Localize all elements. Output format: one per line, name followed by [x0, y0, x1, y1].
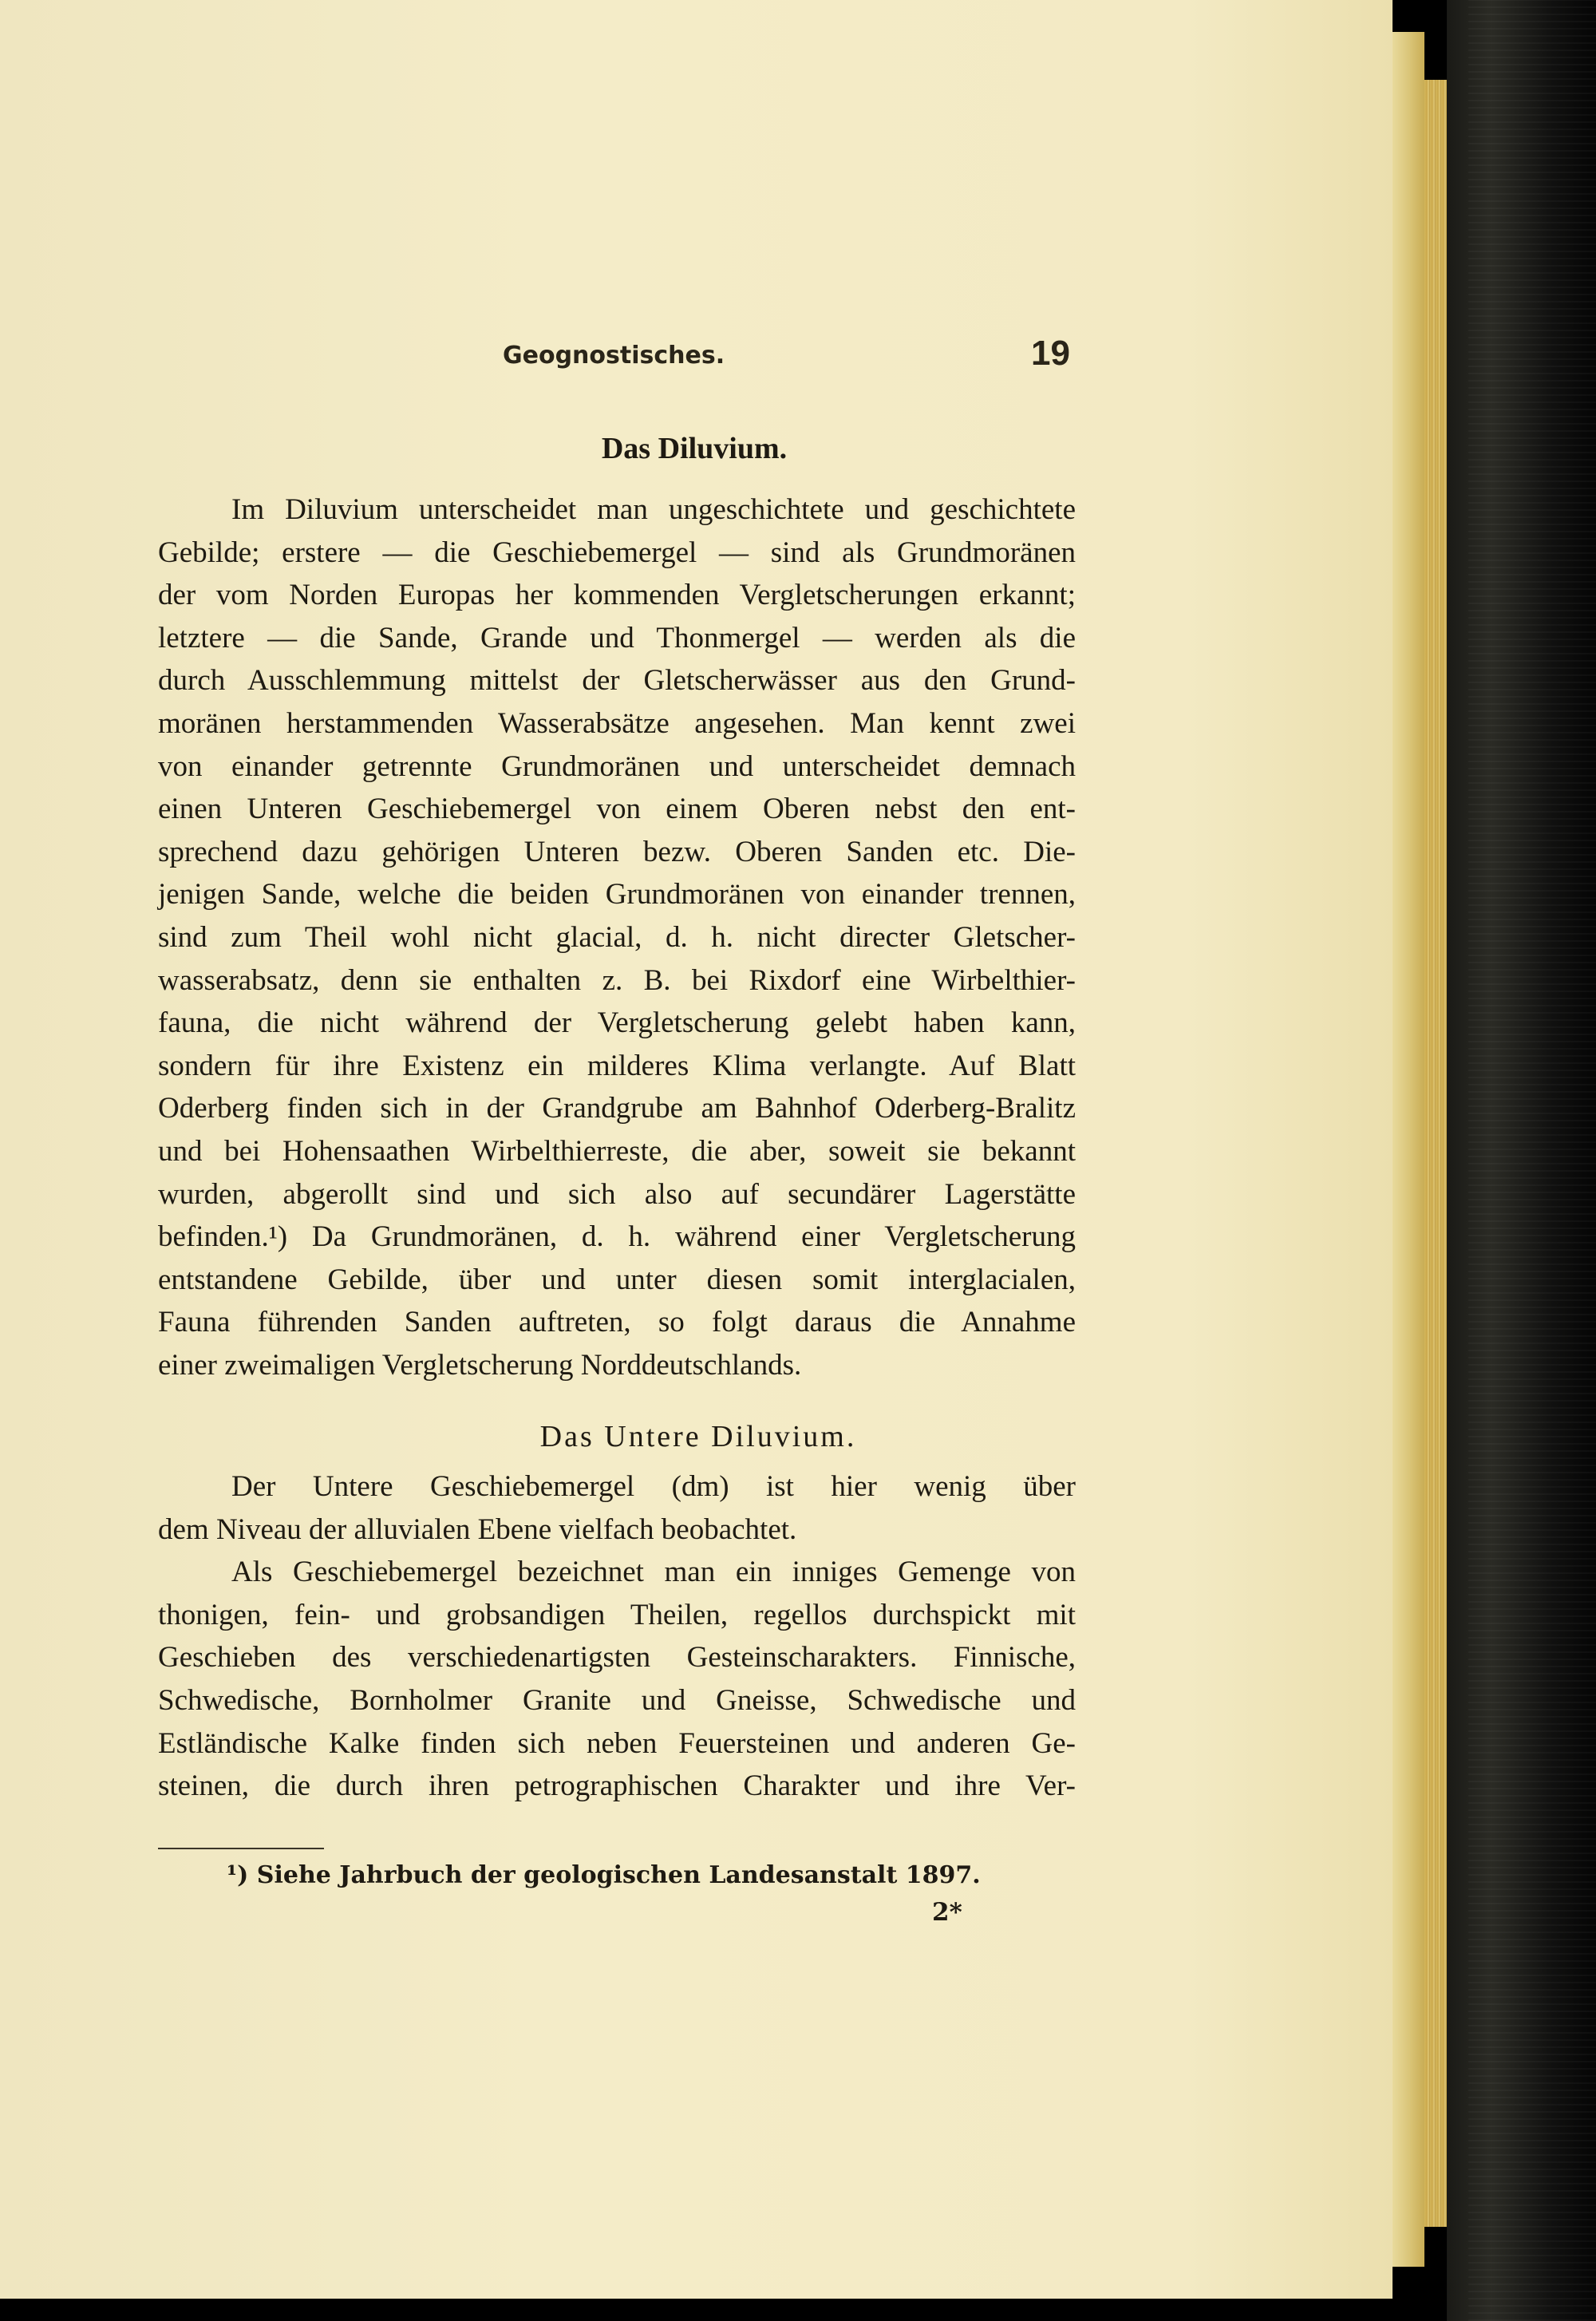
- page-edge: [1393, 32, 1424, 2267]
- text-line: einen Unteren Geschiebemergel von einem Oberen nebst den ent-: [158, 793, 1076, 826]
- footnote: [227, 1861, 981, 1889]
- text-line: dem Niveau der alluvialen Ebene vielfach beobachtet.: [158, 1512, 797, 1546]
- text-line: von einander getrennte Grundmoränen und unterscheidet demnach: [158, 749, 1076, 783]
- footnote-rule: [158, 1848, 324, 1849]
- text-line: entstandene Gebilde, über und unter diesen somit interglacialen,: [158, 1263, 1076, 1296]
- text-line: der vom Norden Europas her kommenden Vergletscherungen erkannt;: [158, 579, 1076, 612]
- running-head: Geognostisches.: [503, 342, 725, 370]
- text-line: sind zum Theil wohl nicht glacial, d. h. nicht directer Gletscher-: [158, 920, 1076, 954]
- text-line: Gebilde; erstere — die Geschiebemergel — sind als Grundmoränen: [158, 536, 1076, 569]
- text-line: sprechend dazu gehörigen Unteren bezw. Oberen Sanden etc. Die-: [158, 835, 1076, 868]
- signature-mark: 2*: [932, 1898, 962, 1927]
- text-line: moränen herstammenden Wasserabsätze angesehen. Man kennt zwei: [158, 706, 1076, 740]
- diluvium-paragraph: [158, 488, 1076, 1386]
- text-line: thonigen, fein- und grobsandigen Theilen, regellos durchspickt mit: [158, 1598, 1076, 1631]
- page-number: 19: [1031, 334, 1070, 373]
- text-line: fauna, die nicht während der Vergletscherung gelebt haben kann,: [158, 1006, 1076, 1040]
- text-line: Oderberg finden sich in der Grandgrube am Bahnhof Oderberg-Bralitz: [158, 1092, 1076, 1125]
- text-line: wasserabsatz, denn sie enthalten z. B. bei Rixdorf eine Wirbelthier-: [158, 963, 1076, 997]
- text-line: letztere — die Sande, Grande und Thonmergel — werden als die: [158, 621, 1076, 654]
- text-line: Schwedische, Bornholmer Granite und Gneisse, Schwedische und: [158, 1683, 1076, 1717]
- subsection-title: Das Untere Diluvium.: [539, 1420, 857, 1453]
- text-line: Als Geschiebemergel bezeichnet man ein inniges Gemenge von: [231, 1556, 1076, 1589]
- text-line: wurden, abgerollt sind und sich also auf secundärer Lagerstätte: [158, 1177, 1076, 1211]
- untere-diluvium-paragraph: [158, 1465, 1076, 1808]
- text-line: Estländische Kalke finden sich neben Feuersteinen und anderen Ge-: [158, 1726, 1076, 1760]
- text-line: Der Untere Geschiebemergel (dm) ist hier wenig über: [231, 1470, 1076, 1503]
- text-line: und bei Hohensaathen Wirbelthierreste, die aber, soweit sie bekannt: [158, 1134, 1076, 1168]
- text-line: jenigen Sande, welche die beiden Grundmoränen von einander trennen,: [158, 878, 1076, 911]
- text-line: Fauna führenden Sanden auftreten, so folgt daraus die Annahme: [158, 1306, 1076, 1339]
- text-line: durch Ausschlemmung mittelst der Gletscherwässer aus den Grund-: [158, 664, 1076, 698]
- text-line: sondern für ihre Existenz ein milderes Klima verlangte. Auf Blatt: [158, 1049, 1076, 1082]
- footnote-text: Siehe Jahrbuch der geologischen Landesanstalt 1897.: [256, 1861, 981, 1889]
- text-line: befinden.¹) Da Grundmoränen, d. h. während einer Vergletscherung: [158, 1220, 1076, 1254]
- section-title: Das Diluvium.: [601, 432, 788, 465]
- page-stack: [1424, 80, 1447, 2227]
- text-line: Im Diluvium unterscheidet man ungeschichtete und geschichtete: [231, 493, 1076, 526]
- text-line: einer zweimaligen Vergletscherung Norddeutschlands.: [158, 1348, 802, 1382]
- footnote-marker: ¹): [227, 1861, 249, 1889]
- text-line: Geschieben des verschiedenartigsten Gesteinscharakters. Finnische,: [158, 1641, 1076, 1675]
- spine-texture: [1468, 0, 1596, 2321]
- text-line: steinen, die durch ihren petrographischen Charakter und ihre Ver-: [158, 1769, 1076, 1803]
